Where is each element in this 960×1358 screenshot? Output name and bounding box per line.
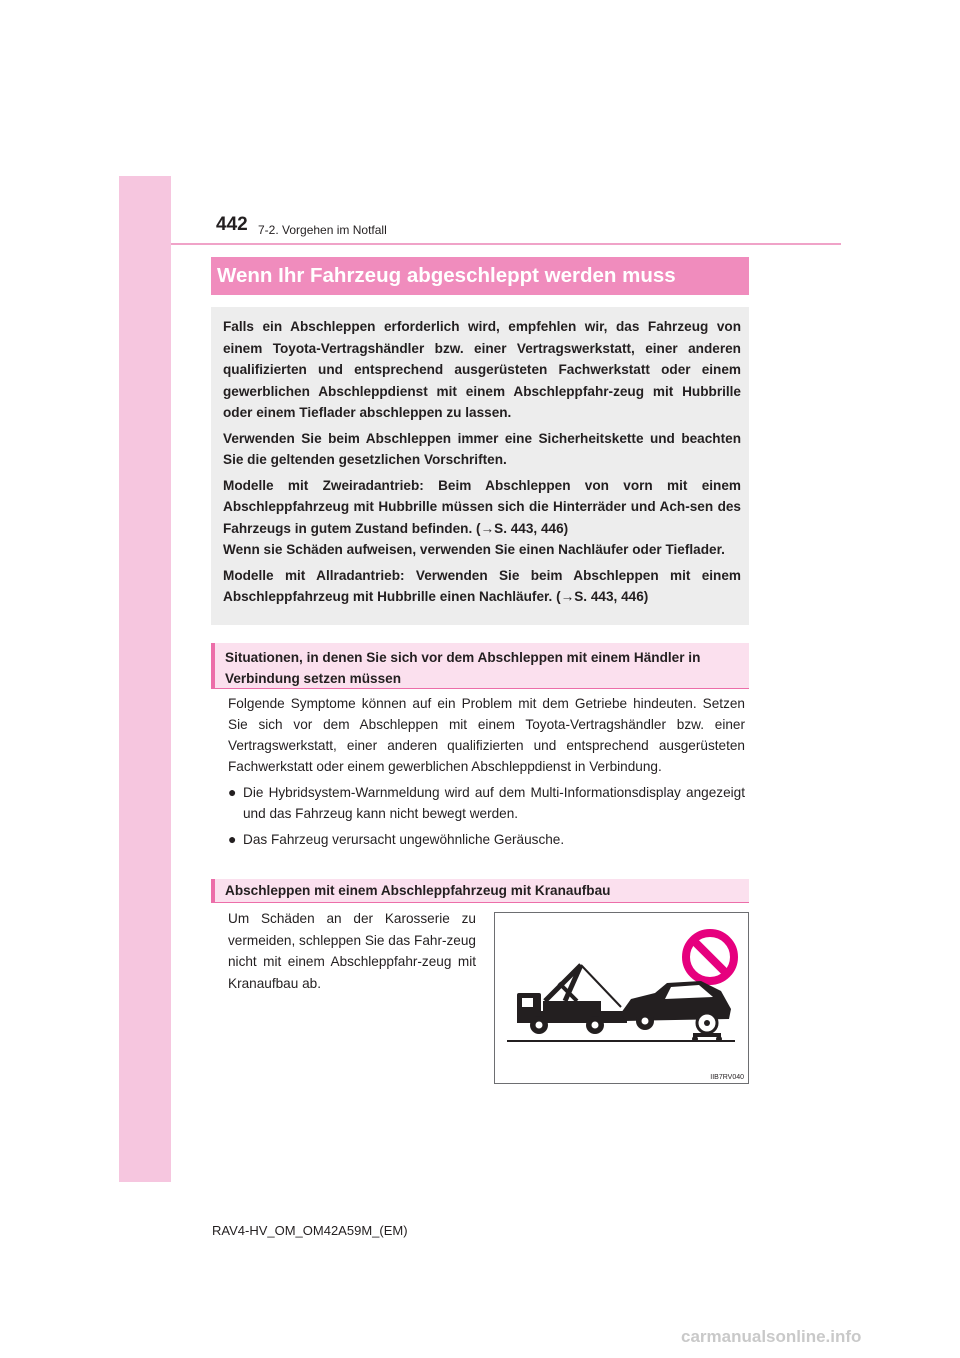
list-item [228, 782, 745, 824]
section-body-dealer-contact [228, 693, 745, 855]
section-label: 7-2. Vorgehen im Notfall [258, 223, 387, 237]
intro-paragraph-5: Modelle mit Allradantrieb: Verwenden Sie beim Abschleppen mit einem Abschleppfahrzeug mit Hubbrille einen Nachläufer. (→S. 443, 446) [223, 567, 741, 604]
list-item-text: Das Fahrzeug verursacht ungewöhnliche Geräusche. [243, 832, 565, 847]
section-paragraph: Folgende Symptome können auf ein Problem mit dem Getriebe hindeuten. Setzen Sie sich vor dem Abschleppen mit einem Toyota-Vertragshändler bzw. einer Vertragswerkstatt, einer anderen qualifizierten und entsprechend ausgerüsteten Fachwerkstatt oder einem gewerblichen Abschleppdienst in Verbindung. [228, 696, 745, 774]
intro-box [211, 307, 749, 625]
crane-towing-paragraph: Um Schäden an der Karosserie zu vermeiden, schleppen Sie das Fahr-zeug nicht mit einem Abschleppfahr-zeug mit Kranaufbau ab. [228, 911, 476, 991]
intro-paragraph-1: Falls ein Abschleppen erforderlich wird, empfehlen wir, das Fahrzeug von einem Toyota-Vertragshändler bzw. einer Vertragswerkstatt, einer anderen qualifizierten und entsprechend ausgerüsteten Fachwerkstatt oder einem gewerblichen Abschleppdienst mit einem Abschleppfahr-zeug mit Hubbrille oder einem Tieflader abschleppen zu lassen. [223, 319, 741, 420]
section-heading-dealer-contact: Situationen, in denen Sie sich vor dem Abschleppen mit einem Händler in Verbindung setzen müssen [211, 643, 749, 689]
document-code: RAV4-HV_OM_OM42A59M_(EM) [212, 1223, 408, 1238]
bullet-icon: ● [228, 831, 237, 847]
list-item-text: Die Hybridsystem-Warnmeldung wird auf dem Multi-Informationsdisplay angezeigt und das Fahrzeug kann nicht bewegt werden. [243, 785, 745, 821]
tow-truck-drawing [495, 913, 748, 1083]
intro-paragraph-2: Verwenden Sie beim Abschleppen immer eine Sicherheitskette und beachten Sie die geltenden gesetzlichen Vorschriften. [223, 430, 741, 467]
prohibition-icon [686, 933, 734, 981]
section-heading-crane-towing: Abschleppen mit einem Abschleppfahrzeug mit Kranaufbau [211, 879, 749, 903]
watermark: carmanualsonline.info [681, 1327, 862, 1346]
tow-truck-icon [517, 965, 627, 1034]
intro-paragraph-4: Wenn sie Schäden aufweisen, verwenden Sie einen Nachläufer oder Tieflader. [223, 542, 725, 557]
page-number: 442 [216, 214, 248, 235]
towed-car-icon [621, 981, 731, 1042]
figure-code: IIB7RV040 [710, 1074, 744, 1081]
header-divider [171, 243, 841, 245]
tow-truck-illustration [494, 912, 749, 1084]
page-title: Wenn Ihr Fahrzeug abgeschleppt werden muss [211, 257, 749, 295]
side-tab-strip [119, 176, 171, 1182]
list-item [228, 829, 745, 850]
intro-paragraph-3: Modelle mit Zweiradantrieb: Beim Abschleppen von vorn mit einem Abschleppfahrzeug mit Hubbrille müssen sich die Hinterräder und Ach-sen des Fahrzeugs in gutem Zustand befinden. (→S. 443, 446) [223, 477, 741, 536]
bullet-icon: ● [228, 784, 237, 800]
